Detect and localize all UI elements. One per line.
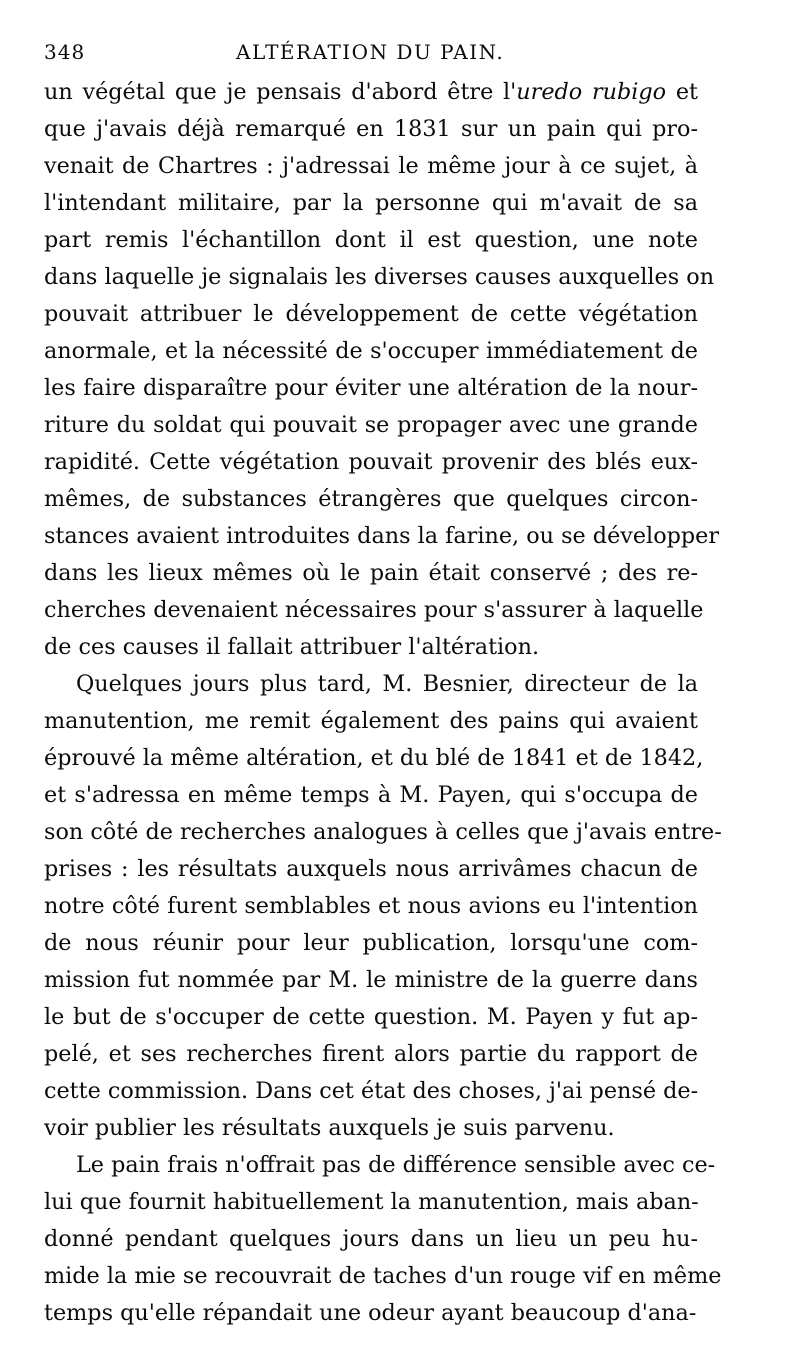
text-segment: et: [666, 79, 698, 105]
text-line: venait de Chartres : j'adressai le même jour à ce sujet, à: [44, 153, 698, 179]
page-number: 348: [44, 40, 86, 64]
text-line: et s'adressa en même temps à M. Payen, qui s'occupa de: [44, 782, 698, 808]
text-line: anormale, et la nécessité de s'occuper immédiatement de: [44, 338, 698, 364]
text-line: Le pain frais n'offrait pas de différence sensible avec ce-: [76, 1152, 716, 1178]
text-line: dans laquelle je signalais les diverses causes auxquelles on: [44, 264, 715, 290]
text-line: cherches devenaient nécessaires pour s'assurer à laquelle: [44, 597, 704, 623]
text-line: prises : les résultats auxquels nous arrivâmes chacun de: [44, 856, 698, 882]
text-line: les faire disparaître pour éviter une altération de la nour-: [44, 375, 698, 401]
text-line: manutention, me remit également des pains qui avaient: [44, 708, 698, 734]
paragraph: [44, 666, 722, 1147]
text-line: que j'avais déjà remarqué en 1831 sur un pain qui pro-: [44, 116, 698, 142]
italic-term: uredo rubigo: [516, 79, 667, 105]
text-line: de ces causes il fallait attribuer l'altération.: [44, 634, 540, 660]
text-line: pelé, et ses recherches firent alors partie du rapport de: [44, 1041, 698, 1067]
text-line: stances avaient introduites dans la farine, ou se développer: [44, 523, 720, 549]
text-line: rapidité. Cette végétation pouvait provenir des blés eux-: [44, 449, 698, 475]
text-line: dans les lieux mêmes où le pain était conservé ; des re-: [44, 560, 698, 586]
text-line: de nous réunir pour leur publication, lorsqu'une com-: [44, 930, 698, 956]
text-line: Quelques jours plus tard, M. Besnier, directeur de la: [76, 671, 698, 697]
paragraph: [44, 74, 720, 666]
text-line: donné pendant quelques jours dans un lieu un peu hu-: [44, 1226, 698, 1252]
text-line: l'intendant militaire, par la personne qui m'avait de sa: [44, 190, 698, 216]
text-line: cette commission. Dans cet état des choses, j'ai pensé de-: [44, 1078, 699, 1104]
paragraph: [44, 1147, 722, 1332]
text-line: le but de s'occuper de cette question. M. Payen y fut ap-: [44, 1004, 698, 1030]
text-line: mission fut nommée par M. le ministre de la guerre dans: [44, 967, 698, 993]
text-line: éprouvé la même altération, et du blé de 1841 et de 1842,: [44, 745, 704, 771]
body-text: [44, 74, 722, 1332]
text-line: pouvait attribuer le développement de cette végétation: [44, 301, 698, 327]
text-line: [44, 74, 698, 111]
running-title: ALTÉRATION DU PAIN.: [236, 40, 505, 64]
running-head: [44, 30, 698, 74]
text-line: notre côté furent semblables et nous avions eu l'intention: [44, 893, 698, 919]
text-line: riture du soldat qui pouvait se propager avec une grande: [44, 412, 698, 438]
text-segment: un végétal que je pensais d'abord être l': [44, 79, 517, 105]
text-line: voir publier les résultats auxquels je suis parvenu.: [44, 1115, 615, 1141]
text-line: mêmes, de substances étrangères que quelques circon-: [44, 486, 698, 512]
text-line: temps qu'elle répandait une odeur ayant beaucoup d'ana-: [44, 1300, 697, 1326]
text-line: part remis l'échantillon dont il est question, une note: [44, 227, 698, 253]
text-line: lui que fournit habituellement la manutention, mais aban-: [44, 1189, 699, 1215]
text-line: mide la mie se recouvrait de taches d'un rouge vif en même: [44, 1263, 722, 1289]
text-line: son côté de recherches analogues à celles que j'avais entre-: [44, 819, 722, 845]
